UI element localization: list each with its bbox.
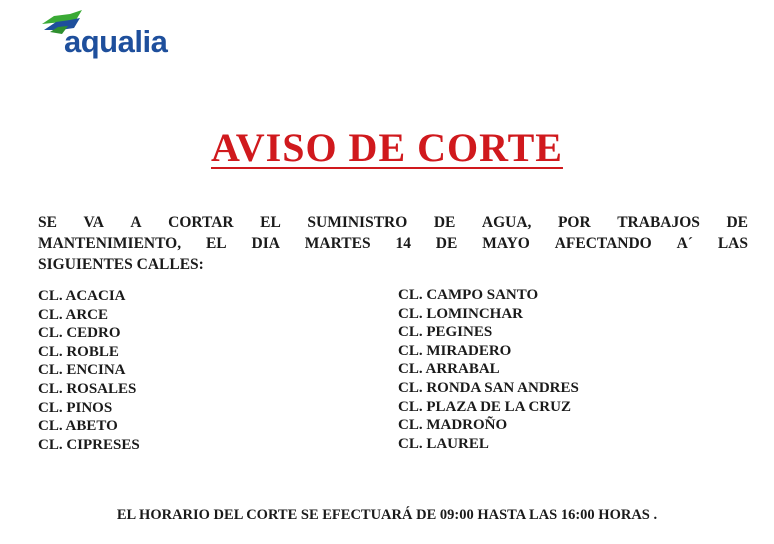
street-item: CL. RONDA SAN ANDRES	[398, 379, 579, 396]
intro-word: CORTAR	[168, 214, 234, 231]
intro-word: MAYO	[482, 235, 530, 252]
intro-word: DIA	[251, 235, 280, 252]
intro-word: LAS	[717, 235, 748, 252]
intro-word: DE	[433, 214, 456, 231]
intro-word: VA	[83, 214, 104, 231]
intro-line	[38, 212, 748, 233]
intro-word: MANTENIMIENTO,	[38, 235, 182, 252]
street-list-right	[398, 286, 579, 453]
street-item: CL. CAMPO SANTO	[398, 287, 539, 303]
intro-word: A	[130, 214, 142, 231]
intro-line	[38, 254, 748, 275]
intro-word: POR	[557, 214, 591, 231]
street-item: CL. PINOS	[38, 399, 113, 416]
schedule-footer: EL HORARIO DEL CORTE SE EFECTUARÁ DE 09:00 HASTA LAS 16:00 HORAS .	[116, 507, 658, 523]
street-item: CL. ROSALES	[38, 380, 137, 397]
intro-line	[38, 233, 748, 254]
intro-word: SE	[38, 214, 57, 231]
title-text: AVISO DE CORTE	[211, 125, 563, 170]
intro-word: SIGUIENTES CALLES:	[38, 256, 204, 273]
aqualia-logo	[40, 8, 200, 68]
intro-word: MARTES	[304, 235, 371, 252]
intro-word: DE	[726, 214, 748, 231]
intro-word: DE	[435, 235, 458, 252]
intro-word: EL	[205, 235, 227, 252]
intro-word: TRABAJOS	[617, 214, 700, 231]
street-item: CL. LOMINCHAR	[398, 305, 524, 322]
logo-text: aqualia	[64, 24, 168, 59]
intro-word: AGUA,	[481, 214, 532, 231]
street-item: CL. ARCE	[38, 306, 109, 323]
street-item: CL. MIRADERO	[398, 342, 512, 359]
intro-word: EL	[260, 214, 281, 231]
street-item: CL. CIPRESES	[38, 436, 140, 453]
intro-word: AFECTANDO	[554, 235, 652, 252]
intro-word: A´	[676, 235, 693, 252]
intro-word: SUMINISTRO	[307, 214, 408, 231]
street-item: CL. ARRABAL	[398, 361, 500, 378]
page-title	[0, 124, 774, 171]
street-item: CL. MADROÑO	[398, 417, 508, 434]
street-item: CL. PLAZA DE LA CRUZ	[398, 398, 571, 415]
street-item: CL. ACACIA	[38, 288, 126, 304]
street-list-left	[38, 287, 140, 454]
street-item: CL. CEDRO	[38, 325, 121, 342]
street-item: CL. ROBLE	[38, 343, 119, 360]
street-item: CL. PEGINES	[398, 324, 493, 341]
intro-paragraph	[38, 212, 748, 275]
street-item: CL. LAUREL	[398, 435, 489, 452]
street-item: CL. ABETO	[38, 418, 118, 435]
street-item: CL. ENCINA	[38, 362, 126, 379]
intro-word: 14	[395, 235, 411, 252]
